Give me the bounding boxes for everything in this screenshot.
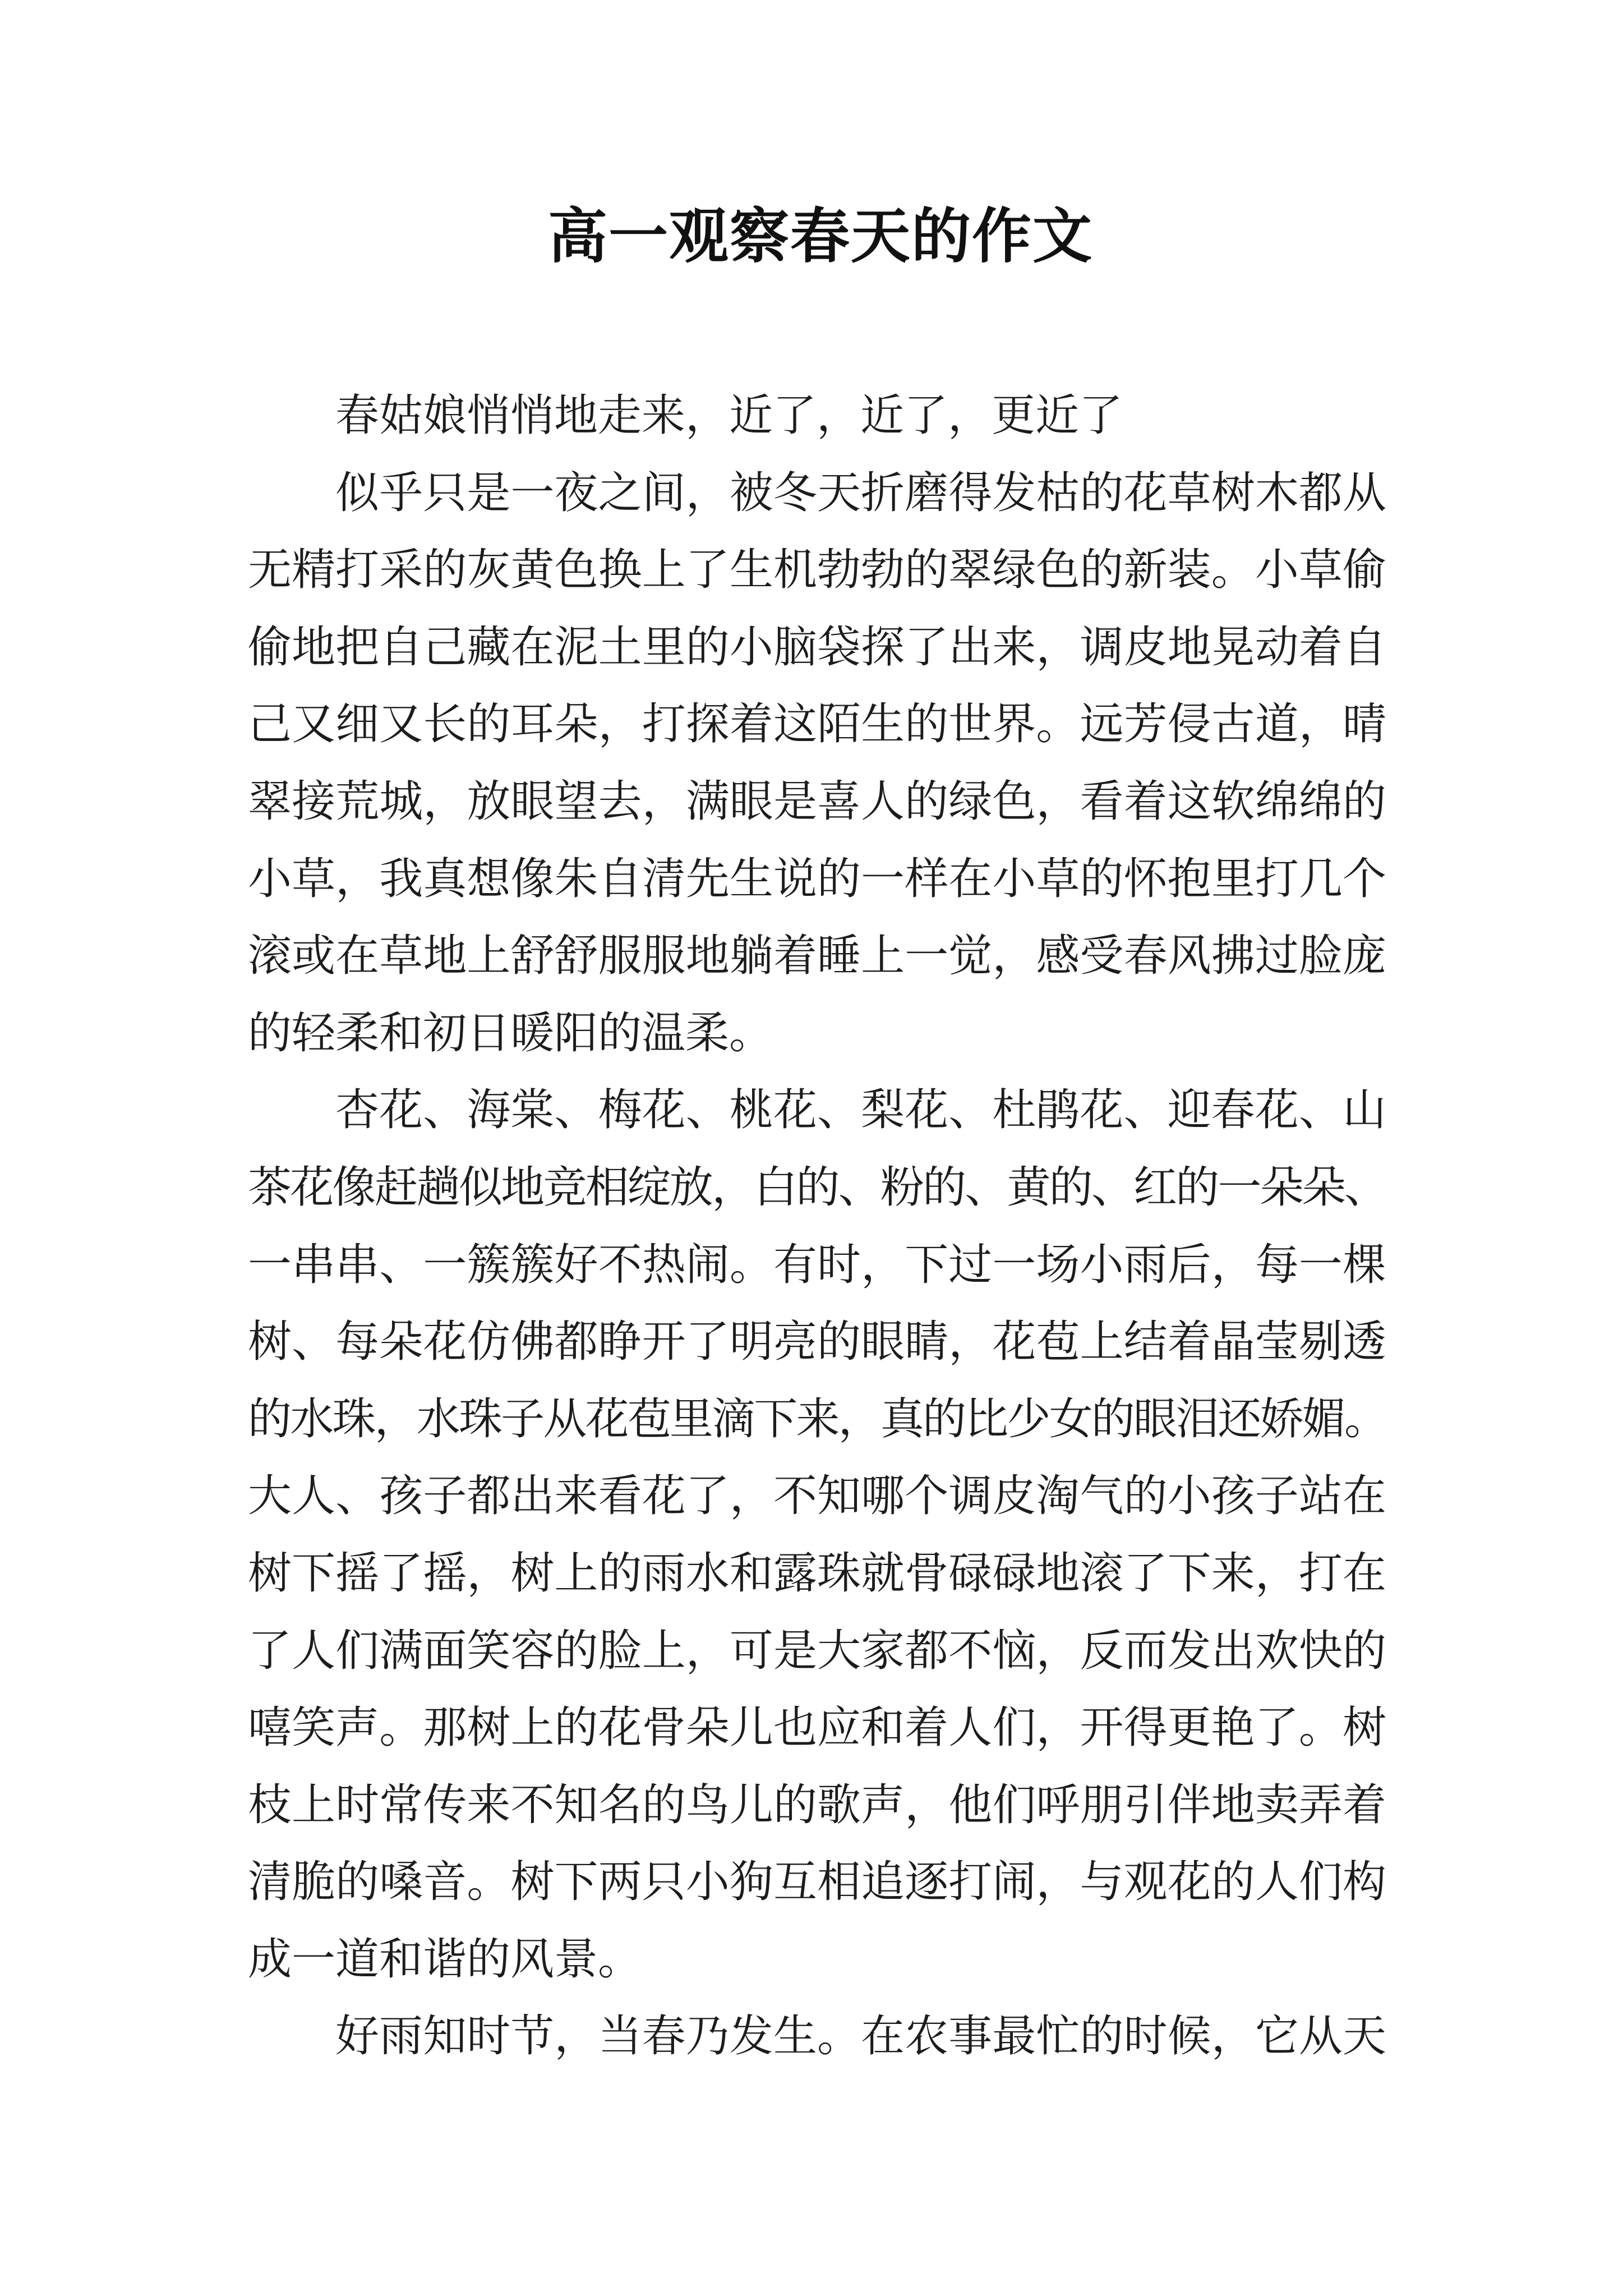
text-line: 大人、孩子都出来看花了，不知哪个调皮淘气的小孩子站在	[248, 1471, 1386, 1522]
text-line: 了人们满面笑容的脸上，可是大家都不恼，反而发出欢快的	[248, 1625, 1386, 1676]
text-line: 翠接荒城，放眼望去，满眼是喜人的绿色，看着这软绵绵的	[248, 776, 1386, 827]
text-line: 己又细又长的耳朵，打探着这陌生的世界。远芳侵古道，晴	[248, 699, 1386, 750]
text-line: 嘻笑声。那树上的花骨朵儿也应和着人们，开得更艳了。树	[248, 1703, 1386, 1754]
text-line: 无精打采的灰黄色换上了生机勃勃的翠绿色的新装。小草偷	[248, 545, 1386, 596]
text-line: 一串串、一簇簇好不热闹。有时，下过一场小雨后，每一棵	[248, 1239, 1386, 1290]
text-line: 似乎只是一夜之间，被冬天折磨得发枯的花草树木都从	[335, 467, 1386, 518]
text-line: 的轻柔和初日暖阳的温柔。	[248, 1007, 773, 1059]
text-line: 好雨知时节，当春乃发生。在农事最忙的时候，它从天	[335, 2011, 1386, 2062]
text-line: 滚或在草地上舒舒服服地躺着睡上一觉，感受春风拂过脸庞	[248, 931, 1386, 982]
text-line: 树、每朵花仿佛都睁开了明亮的眼睛，花苞上结着晶莹剔透	[248, 1317, 1386, 1368]
paragraph	[248, 1072, 1386, 1998]
text-line: 成一道和谐的风景。	[248, 1934, 642, 1985]
paragraph	[248, 1998, 1386, 2076]
text-line: 春姑娘悄悄地走来，近了，近了，更近了	[335, 390, 1123, 441]
text-line: 枝上时常传来不知名的鸟儿的歌声，他们呼朋引伴地卖弄着	[248, 1779, 1386, 1830]
text-line: 杏花、海棠、梅花、桃花、梨花、杜鹃花、迎春花、山	[335, 1085, 1386, 1136]
paragraph	[248, 378, 1386, 455]
text-line: 树下摇了摇，树上的雨水和露珠就骨碌碌地滚了下来，打在	[248, 1548, 1386, 1599]
document-title: 高一观察春天的作文	[548, 201, 1093, 271]
text-line: 茶花像赶趟似地竞相绽放，白的、粉的、黄的、红的一朵朵、	[248, 1162, 1386, 1213]
text-line: 清脆的嗓音。树下两只小狗互相追逐打闹，与观花的人们构	[248, 1857, 1386, 1908]
document-body	[248, 378, 1386, 2076]
text-line: 的水珠，水珠子从花苞里滴下来，真的比少女的眼泪还娇媚。	[248, 1393, 1386, 1444]
paragraph	[248, 455, 1386, 1073]
text-line: 小草，我真想像朱自清先生说的一样在小草的怀抱里打几个	[248, 853, 1386, 904]
text-line: 偷地把自己藏在泥土里的小脑袋探了出来，调皮地晃动着自	[248, 622, 1386, 673]
